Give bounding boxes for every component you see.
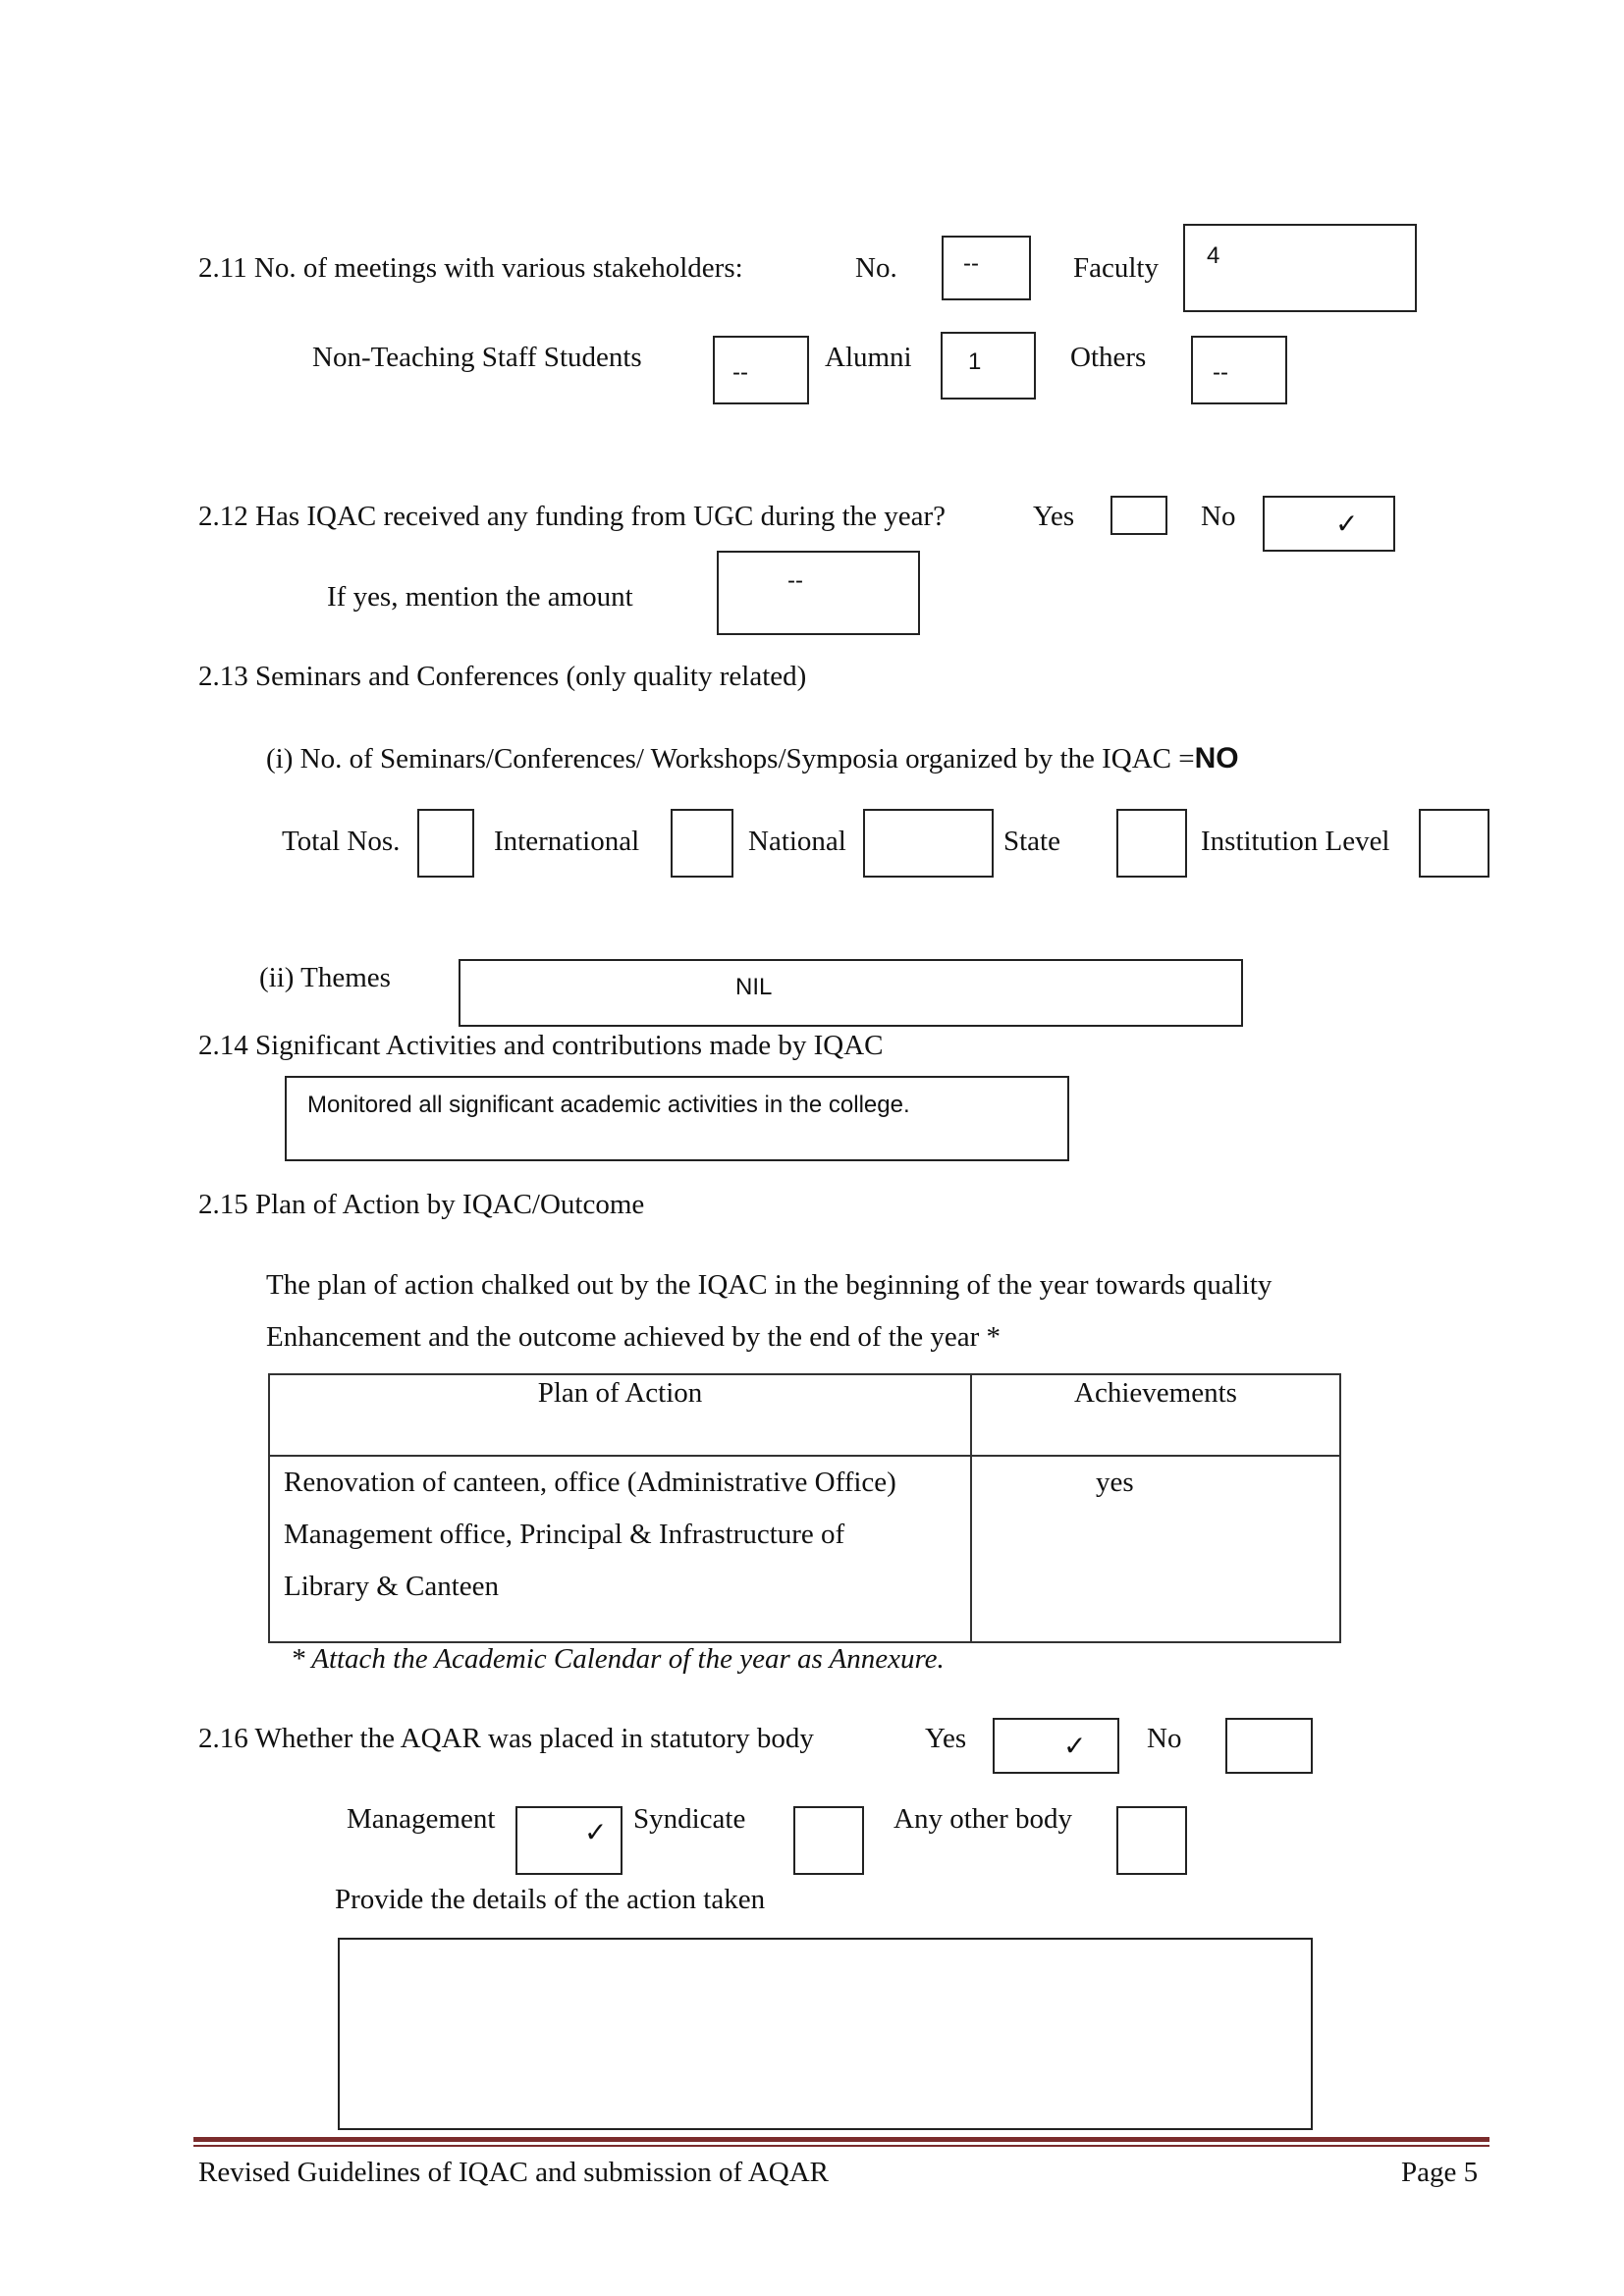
institution-level-label: Institution Level [1201,826,1390,857]
amount-label: If yes, mention the amount [327,581,633,613]
meetings-no-value: -- [963,250,979,277]
total-nos-label: Total Nos. [282,826,401,857]
seminars-count-line [266,742,1239,775]
statutory-yes-checkbox[interactable] [993,1718,1119,1774]
other-body-checkbox[interactable] [1116,1806,1187,1875]
syndicate-label: Syndicate [633,1803,746,1835]
national-field[interactable] [863,809,994,878]
faculty-label: Faculty [1073,252,1159,284]
alumni-label: Alumni [825,342,912,373]
alumni-value: 1 [968,348,982,375]
check-icon: ✓ [1063,1730,1087,1762]
meetings-no-field[interactable] [942,236,1031,300]
state-label: State [1003,826,1060,857]
seminars-count-value: NO [1194,742,1239,774]
alumni-field[interactable] [941,332,1036,400]
state-field[interactable] [1116,809,1187,878]
themes-value: NIL [735,974,773,1000]
plan-cell [269,1456,971,1642]
table-row [269,1456,1340,1642]
statutory-no-checkbox[interactable] [1225,1718,1313,1774]
plan-line-1: Renovation of canteen, office (Administrative Office) [284,1467,896,1498]
statutory-yes-label: Yes [925,1723,967,1754]
footer-rule [193,2137,1489,2142]
funding-yes-checkbox[interactable] [1110,496,1167,535]
section-2-13-heading: 2.13 Seminars and Conferences (only quality related) [198,661,807,692]
footer-rule-thin [193,2145,1489,2147]
section-2-15-heading: 2.15 Plan of Action by IQAC/Outcome [198,1189,645,1220]
total-nos-field[interactable] [417,809,474,878]
plan-column-header: Plan of Action [269,1374,971,1456]
international-label: International [494,826,640,857]
faculty-field[interactable] [1183,224,1417,312]
amount-value: -- [787,567,803,594]
other-body-label: Any other body [893,1803,1073,1835]
activities-value: Monitored all significant academic activities in the college. [307,1092,910,1118]
faculty-value: 4 [1207,242,1220,269]
funding-no-label: No [1201,501,1236,532]
nonteaching-value: -- [732,359,748,386]
achievement-cell [971,1456,1340,1642]
section-2-12-heading: 2.12 Has IQAC received any funding from UGC during the year? [198,501,947,532]
plan-intro-line2: Enhancement and the outcome achieved by the end of the year * [266,1321,1001,1353]
funding-no-checkbox[interactable] [1263,496,1395,552]
themes-label: (ii) Themes [259,962,391,993]
others-value: -- [1213,359,1228,386]
seminars-count-label: (i) No. of Seminars/Conferences/ Workshops/Symposia organized by the IQAC = [266,743,1195,774]
management-label: Management [347,1803,496,1835]
others-field[interactable] [1191,336,1287,404]
check-icon: ✓ [584,1816,608,1848]
amount-field[interactable] [717,551,920,635]
plan-of-action-table [268,1373,1341,1643]
plan-line-2: Management office, Principal & Infrastructure of [284,1519,845,1550]
activities-field[interactable] [285,1076,1069,1161]
funding-yes-label: Yes [1033,501,1075,532]
international-field[interactable] [671,809,733,878]
action-details-label: Provide the details of the action taken [335,1884,766,1915]
section-2-14-heading: 2.14 Significant Activities and contributions made by IQAC [198,1030,884,1061]
table-header-row [269,1374,1340,1456]
plan-intro-line1: The plan of action chalked out by the IQAC in the beginning of the year towards quality [266,1269,1272,1301]
section-2-16-heading: 2.16 Whether the AQAR was placed in statutory body [198,1723,814,1754]
achievements-column-header: Achievements [971,1374,1340,1456]
achievement-value: yes [1096,1467,1134,1498]
management-checkbox[interactable] [515,1806,623,1875]
meetings-no-label: No. [855,252,897,284]
footer-title: Revised Guidelines of IQAC and submission of AQAR [198,2157,829,2188]
action-details-field[interactable] [338,1938,1313,2130]
syndicate-checkbox[interactable] [793,1806,864,1875]
page-number: Page 5 [1401,2157,1479,2188]
statutory-no-label: No [1147,1723,1182,1754]
annexure-note: * Attach the Academic Calendar of the year as Annexure. [291,1643,945,1675]
nonteaching-field[interactable] [713,336,809,404]
nonteaching-label: Non-Teaching Staff Students [312,342,642,373]
national-label: National [748,826,846,857]
others-label: Others [1070,342,1147,373]
plan-line-3: Library & Canteen [284,1571,500,1602]
institution-level-field[interactable] [1419,809,1489,878]
section-2-11-heading: 2.11 No. of meetings with various stakeholders: [198,252,743,284]
themes-field[interactable] [459,959,1243,1027]
check-icon: ✓ [1335,507,1359,540]
